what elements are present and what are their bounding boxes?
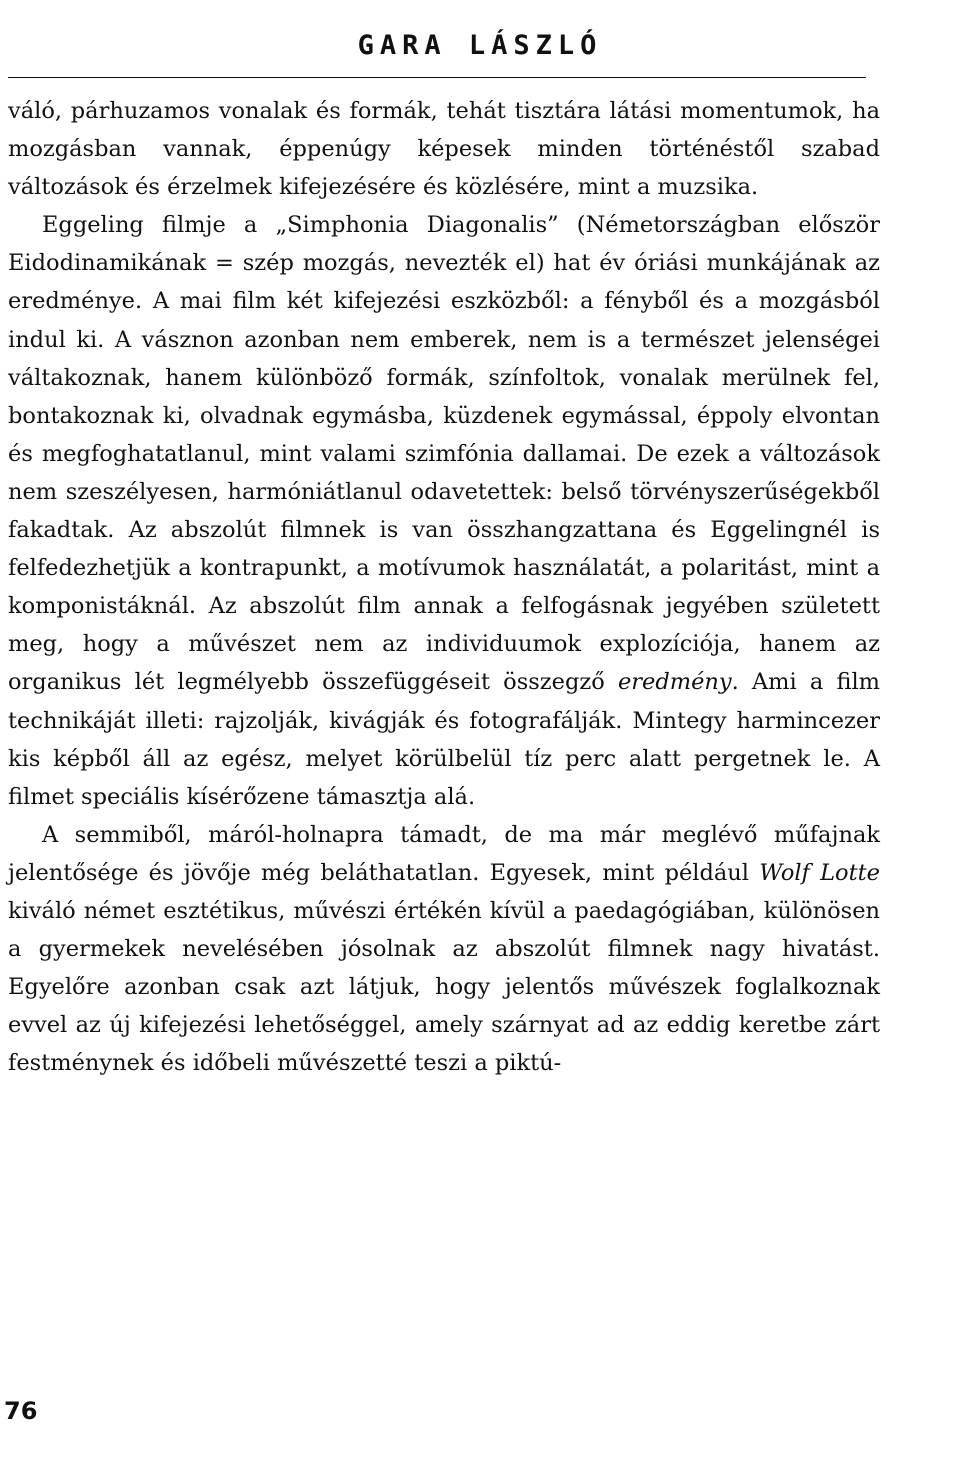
text-run: . Ami a film technikáját illeti: rajzolják, kivágják és fotografálják. Mintegy harmincezer kis képből áll az egész, melyet körülbelül tíz perc alatt pergetnek le. A filmet speciális kísérőzene támasztja alá. bbox=[8, 669, 880, 810]
header-rule bbox=[8, 77, 866, 78]
paragraph-1 bbox=[8, 92, 880, 206]
text-run: váló, párhuzamos vonalak és formák, tehát tisztára látási momentumok, ha mozgásban vannak, éppenúgy képesek minden történéstől szabad változások és érzelmek kifejezésére és közlésére, mint a muzsika. bbox=[8, 98, 880, 201]
italic-name: Wolf Lotte bbox=[759, 859, 880, 886]
paragraph-2 bbox=[8, 206, 880, 816]
body-text bbox=[8, 92, 880, 1082]
italic-term: eredmény bbox=[617, 669, 732, 696]
page-number: 76 bbox=[4, 1397, 38, 1425]
running-head: GARA LÁSZLÓ bbox=[357, 30, 603, 61]
text-run: Eggeling filmje a „Simphonia Diagonalis” (Németországban először Eidodinamikának = szép mozgás, nevezték el) hat év óriási munkájának az eredménye. A mai film két kifejezési eszközből: a fényből és a mozgásból indul ki. A vásznon azonban nem emberek, nem is a természet jelenségei váltakoznak, hanem különböző formák, színfoltok, vonalak merülnek fel, bontakoznak ki, olvadnak egymásba, küzdenek egymással, éppoly elvontan és megfoghatatlanul, mint valami szimfónia dallamai. De ezek a változások nem szeszélyesen, harmóniátlanul odavetettek: belső törvényszerűségekből fakadtak. Az abszolút filmnek is van összhangzattana és Eggelingnél is felfedezhetjük a kontrapunkt, a motívumok használatát, a polaritást, mint a komponistáknál. Az abszolút film annak a felfogásnak jegyében született meg, hogy a művészet nem az individuumok explozíciója, hanem az organikus lét legmélyebb összefüggéseit összegző bbox=[8, 212, 880, 696]
text-run: A semmiből, máról-holnapra támadt, de ma már meglévő műfajnak jelentősége és jövője még beláthatatlan. Egyesek, mint például bbox=[8, 821, 880, 886]
paragraph-3 bbox=[8, 816, 880, 1083]
text-run: kiváló német esztétikus, művészi értékén kívül a paedagógiában, különösen a gyermekek nevelésében jósolnak az abszolút filmnek nagy hivatást. Egyelőre azonban csak azt látjuk, hogy jelentős művészek foglalkoznak evvel az új kifejezési lehetőséggel, amely szárnyat ad az eddig keretbe zárt festménynek és időbeli művészetté teszi a piktú- bbox=[8, 897, 880, 1077]
